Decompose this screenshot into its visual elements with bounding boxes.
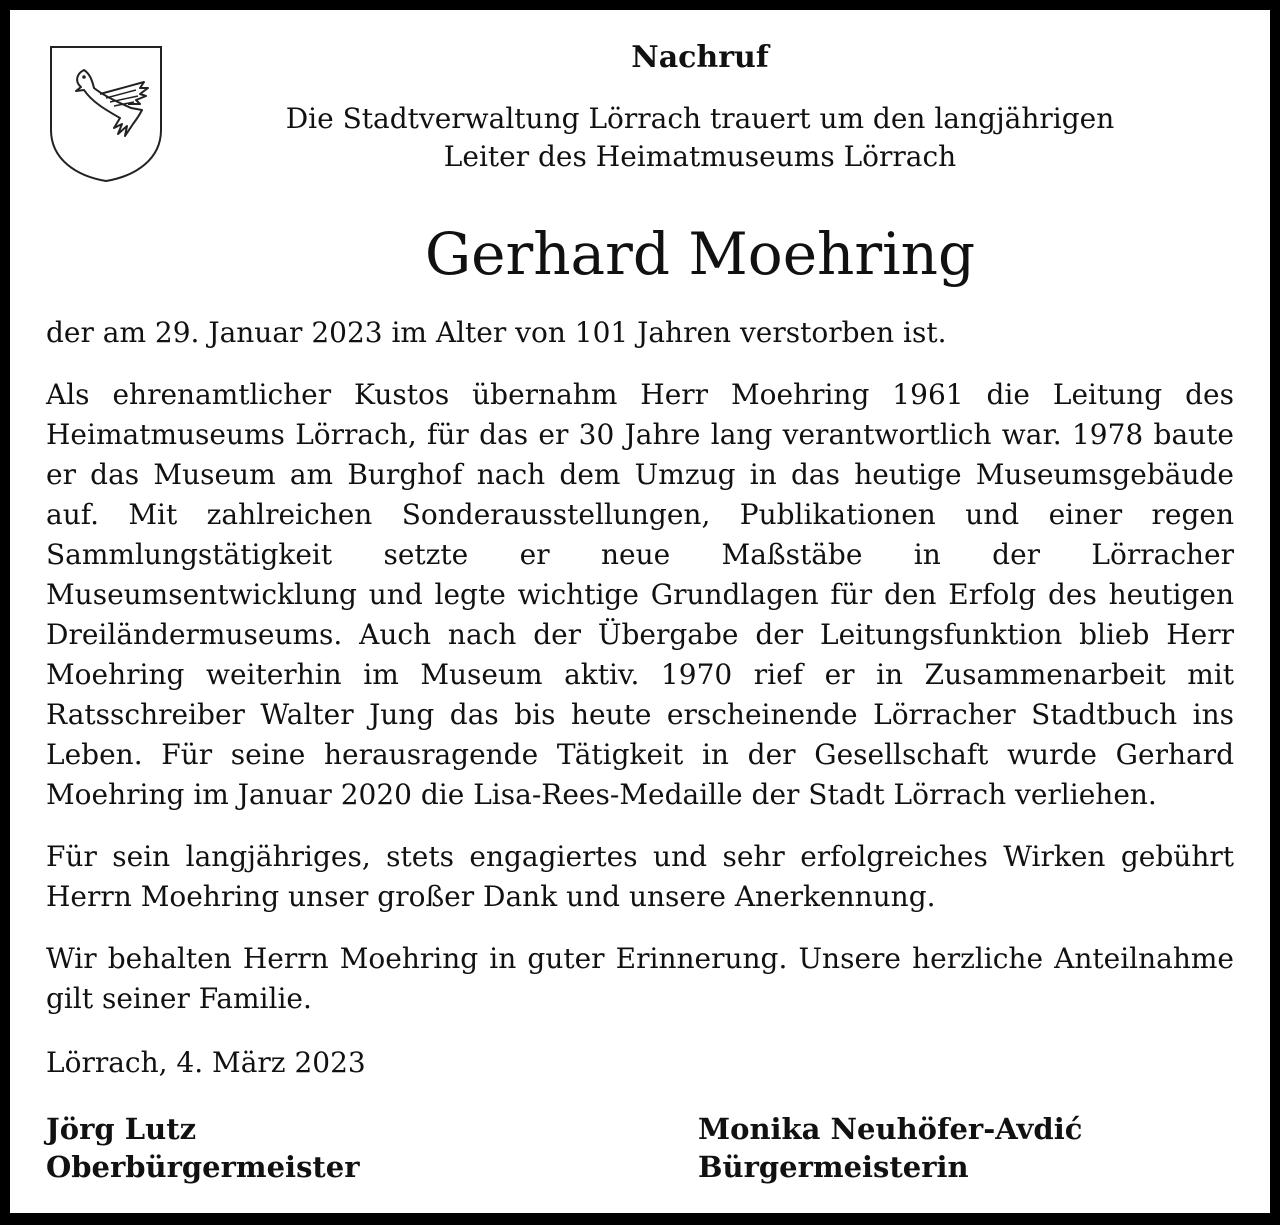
paragraph: der am 29. Januar 2023 im Alter von 101 Jahren verstorben ist. <box>46 316 947 349</box>
bird-coat-of-arms-icon <box>48 44 164 184</box>
obituary-notice <box>10 10 1270 1213</box>
signer-title: Oberbürgermeister <box>46 1150 360 1184</box>
signer-title: Bürgermeisterin <box>698 1150 969 1184</box>
obituary-body <box>46 313 1234 1105</box>
header <box>210 38 1190 176</box>
signer-name: Monika Neuhöfer-Avdić <box>698 1112 1083 1146</box>
intro-line: Leiter des Heimatmuseums Lörrach <box>443 140 957 173</box>
signer-mayor <box>46 1110 360 1186</box>
paragraph: Für sein langjähriges, stets engagiertes und sehr erfolgreiches Wirken gebührt Herrn Moehring unser großer Dank und unsere Anerkennung. <box>46 840 1234 913</box>
signer-name: Jörg Lutz <box>46 1112 197 1146</box>
intro-line: Die Stadtverwaltung Lörrach trauert um den langjährigen <box>285 102 1115 135</box>
place-date: Lörrach, 4. März 2023 <box>46 1046 366 1079</box>
signer-deputy-mayor <box>698 1110 1082 1186</box>
intro-text <box>210 100 1190 176</box>
paragraph: Wir behalten Herrn Moehring in guter Erinnerung. Unsere herzliche Anteilnahme gilt seiner Familie. <box>46 942 1234 1015</box>
deceased-name: Gerhard Moehring <box>424 220 976 288</box>
notice-kicker: Nachruf <box>631 40 769 75</box>
paragraph: Als ehrenamtlicher Kustos übernahm Herr Moehring 1961 die Leitung des Heimatmuseums Lörrach, für das er 30 Jahre lang verantwortlich war. 1978 baute er das Museum am Burghof nach dem Umzug in das heutige Museumsgebäude auf. Mit zahlreichen Sonderausstellungen, Publikationen und einer regen Sammlungstätigkeit setzte er neue Maßstäbe in der Lörracher Museumsentwicklung und legte wichtige Grundlagen für den Erfolg des heutigen Dreiländermuseums. Auch nach der Übergabe der Leitungsfunktion blieb Herr Moehring weiterhin im Museum aktiv. 1970 rief er in Zusammenarbeit mit Ratsschreiber Walter Jung das bis heute erscheinende Lörracher Stadtbuch ins Leben. Für seine herausragende Tätigkeit in der Gesellschaft wurde Gerhard Moehring im Januar 2020 die Lisa-Rees-Medaille der Stadt Lörrach verliehen. <box>46 378 1234 811</box>
